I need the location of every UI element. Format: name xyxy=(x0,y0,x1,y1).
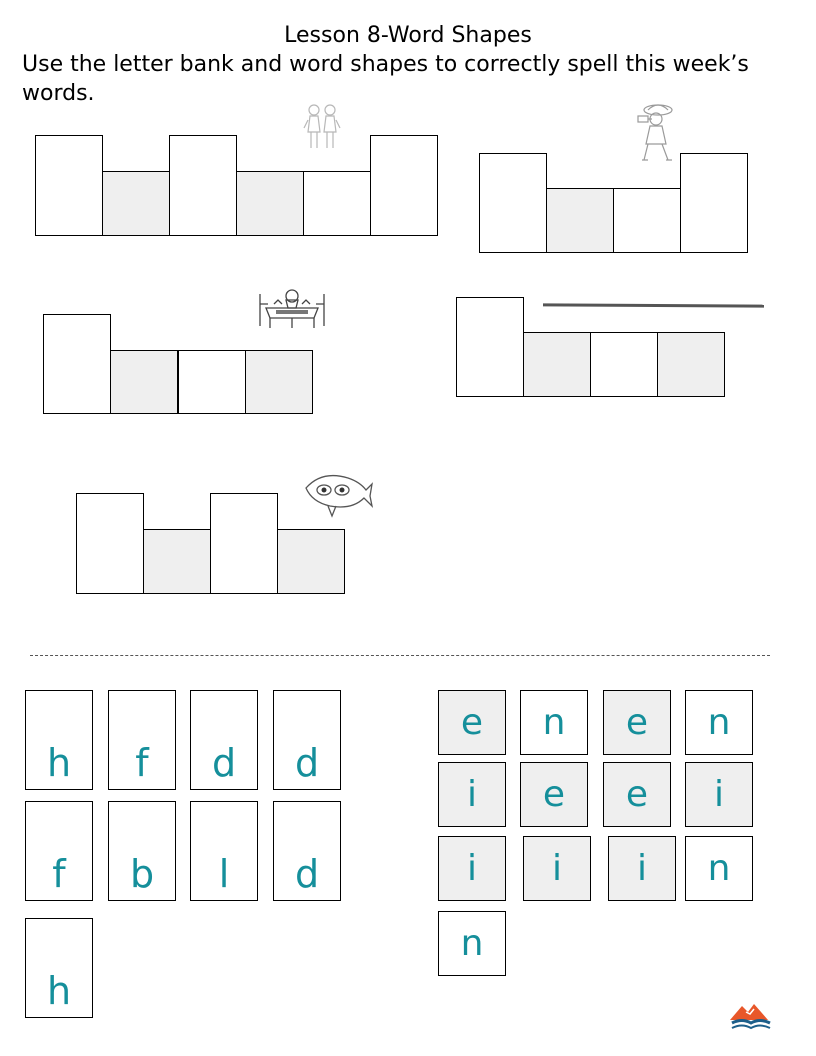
page-title: Lesson 8-Word Shapes xyxy=(284,23,532,48)
letter-box[interactable] xyxy=(177,350,246,414)
letter-tile[interactable]: e xyxy=(520,762,588,827)
letter-box[interactable] xyxy=(43,314,111,414)
letter-box[interactable] xyxy=(590,332,658,397)
letter-box[interactable] xyxy=(245,350,313,414)
letter-tile[interactable]: n xyxy=(520,690,588,755)
letter-box[interactable] xyxy=(76,493,144,594)
dinner-table-icon xyxy=(256,286,328,330)
letter-tile[interactable]: h xyxy=(25,690,93,790)
letter-box[interactable] xyxy=(110,350,178,414)
letter-box[interactable] xyxy=(657,332,725,397)
letter-tile[interactable]: f xyxy=(25,801,93,901)
letter-tile[interactable]: d xyxy=(273,801,341,901)
letter-box[interactable] xyxy=(523,332,591,397)
blank-line-icon xyxy=(543,303,764,307)
letter-tile[interactable]: d xyxy=(190,690,258,790)
letter-tile[interactable]: e xyxy=(438,690,506,755)
letter-box[interactable] xyxy=(613,188,681,253)
letter-tile[interactable]: i xyxy=(438,836,506,901)
mountain-book-logo-icon xyxy=(728,1000,774,1030)
instructions: Use the letter bank and word shapes to correctly spell this week’s words. xyxy=(22,52,749,106)
letter-box[interactable] xyxy=(169,135,237,236)
letter-box[interactable] xyxy=(277,529,345,594)
cut-line-divider xyxy=(30,655,770,656)
letter-box[interactable] xyxy=(210,493,278,594)
letter-tile[interactable]: h xyxy=(25,918,93,1018)
letter-box[interactable] xyxy=(35,135,103,236)
explorer-binoculars-icon xyxy=(632,102,678,164)
letter-box[interactable] xyxy=(236,171,304,236)
letter-tile[interactable]: f xyxy=(108,690,176,790)
letter-tile[interactable]: n xyxy=(685,690,753,755)
letter-box[interactable] xyxy=(303,171,371,236)
letter-box[interactable] xyxy=(546,188,614,253)
letter-box[interactable] xyxy=(456,297,524,397)
letter-tile[interactable]: b xyxy=(108,801,176,901)
letter-box[interactable] xyxy=(143,529,211,594)
letter-tile[interactable]: n xyxy=(685,836,753,901)
letter-tile[interactable]: i xyxy=(685,762,753,827)
letter-tile[interactable]: i xyxy=(523,836,591,901)
letter-tile[interactable]: n xyxy=(438,911,506,976)
letter-box[interactable] xyxy=(102,171,170,236)
letter-tile[interactable]: i xyxy=(608,836,676,901)
letter-tile[interactable]: e xyxy=(603,762,671,827)
fish-eyes-icon xyxy=(302,466,374,518)
letter-tile[interactable]: e xyxy=(603,690,671,755)
letter-tile[interactable]: l xyxy=(190,801,258,901)
letter-box[interactable] xyxy=(680,153,748,253)
letter-box[interactable] xyxy=(479,153,547,253)
letter-tile[interactable]: i xyxy=(438,762,506,827)
letter-tile[interactable]: d xyxy=(273,690,341,790)
letter-box[interactable] xyxy=(370,135,438,236)
two-kids-icon xyxy=(302,102,342,150)
